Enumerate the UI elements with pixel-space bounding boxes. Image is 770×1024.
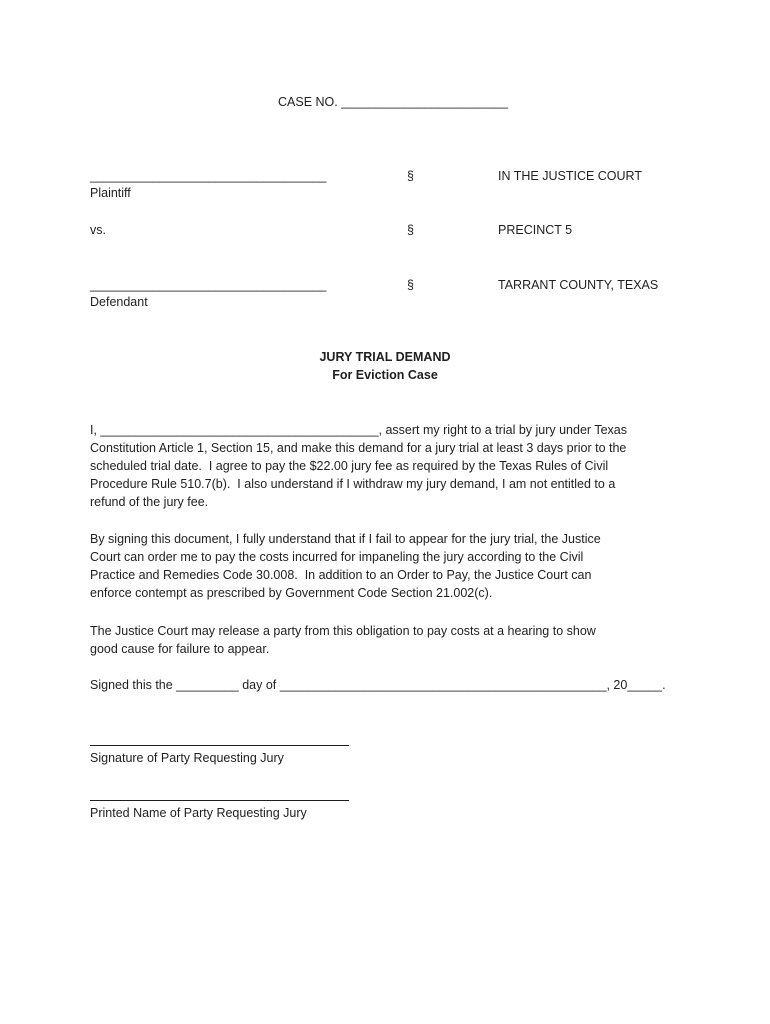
printed-name-rule bbox=[90, 800, 349, 801]
paragraph-line: scheduled trial date. I agree to pay the $22.00 jury fee as required by the Texas Rules of Civil bbox=[90, 459, 609, 473]
paragraph-line: good cause for failure to appear. bbox=[90, 642, 270, 656]
paragraph-line: Constitution Article 1, Section 15, and make this demand for a jury trial at least 3 days prior to the bbox=[90, 441, 627, 455]
case-number: CASE NO. ________________________ bbox=[278, 95, 509, 109]
signature-rule bbox=[90, 745, 349, 746]
document-title: JURY TRIAL DEMAND bbox=[319, 350, 451, 364]
plaintiff-blank-line: __________________________________ bbox=[90, 169, 327, 183]
paragraph-line: enforce contempt as prescribed by Government Code Section 21.002(c). bbox=[90, 586, 493, 600]
section-mark: § bbox=[407, 278, 414, 292]
plaintiff-label: Plaintiff bbox=[90, 186, 131, 200]
signed-date-line: Signed this the _________ day of _______________________________________________, 20_____. bbox=[90, 678, 666, 692]
paragraph-line: refund of the jury fee. bbox=[90, 495, 209, 509]
court-name: IN THE JUSTICE COURT bbox=[498, 169, 642, 183]
paragraph-line: Procedure Rule 510.7(b). I also understand if I withdraw my jury demand, I am not entitled to a bbox=[90, 477, 616, 491]
signature-label: Signature of Party Requesting Jury bbox=[90, 751, 284, 765]
paragraph-line: By signing this document, I fully understand that if I fail to appear for the jury trial, the Justice bbox=[90, 532, 601, 546]
printed-name-label: Printed Name of Party Requesting Jury bbox=[90, 806, 307, 820]
county-name: TARRANT COUNTY, TEXAS bbox=[498, 278, 659, 292]
paragraph-line: I, ________________________________________, assert my right to a trial by jury under Texas bbox=[90, 423, 627, 437]
paragraph-line: Court can order me to pay the costs incurred for impaneling the jury according to the Civil bbox=[90, 550, 584, 564]
section-mark: § bbox=[407, 169, 414, 183]
defendant-blank-line: __________________________________ bbox=[90, 278, 327, 292]
versus-label: vs. bbox=[90, 223, 106, 237]
precinct-name: PRECINCT 5 bbox=[498, 223, 573, 237]
section-mark: § bbox=[407, 223, 414, 237]
paragraph-line: Practice and Remedies Code 30.008. In addition to an Order to Pay, the Justice Court can bbox=[90, 568, 592, 582]
paragraph-line: The Justice Court may release a party from this obligation to pay costs at a hearing to show bbox=[90, 624, 596, 638]
defendant-label: Defendant bbox=[90, 295, 148, 309]
document-subtitle: For Eviction Case bbox=[332, 368, 438, 382]
